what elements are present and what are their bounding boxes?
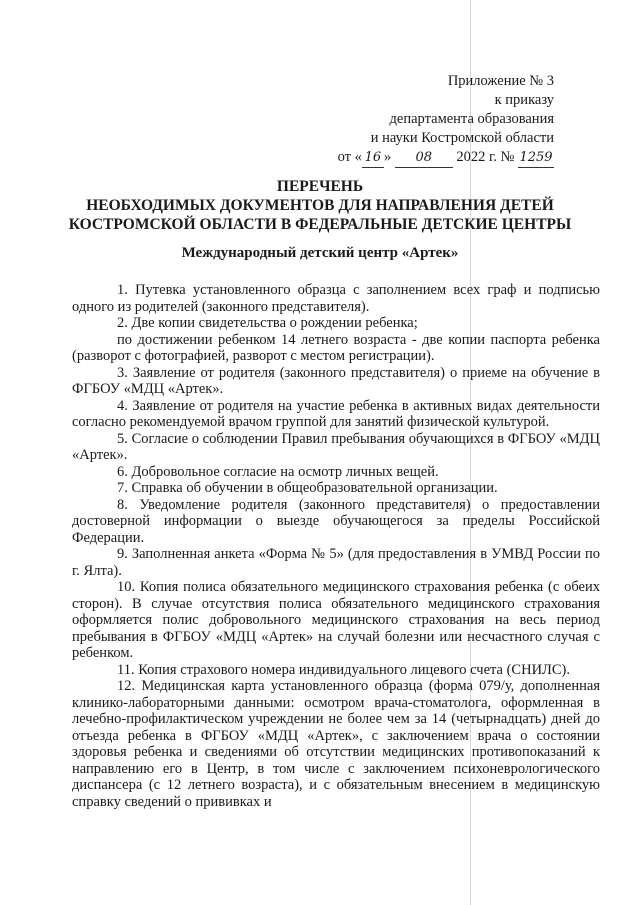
list-item: 5. Согласие о соблюдении Правил пребывания обучающихся в ФГБОУ «МДЦ «Артек». bbox=[72, 430, 600, 463]
approval-date-line bbox=[274, 148, 554, 168]
date-prefix: от « bbox=[337, 149, 362, 165]
approval-block bbox=[274, 72, 554, 168]
section-heading: Международный детский центр «Артек» bbox=[181, 245, 459, 261]
title-line-3: КОСТРОМСКОЙ ОБЛАСТИ В ФЕДЕРАЛЬНЫЕ ДЕТСКИЕ ЦЕНТРЫ bbox=[68, 216, 572, 233]
list-item: 3. Заявление от родителя (законного представителя) о приеме на обучение в ФГБОУ «МДЦ «Артек». bbox=[72, 364, 600, 397]
list-item: 1. Путевка установленного образца с заполнением всех граф и подписью одного из родителей (законного представителя). bbox=[72, 282, 600, 315]
date-day-handwritten: 16 bbox=[362, 148, 384, 168]
list-item: 12. Медицинская карта установленного образца (форма 079/у, дополненная клинико-лабораторными данными: осмотром врача-стоматолога, оформленная в лечебно-профилактическом учреждении не более чем за 14 (четырнадцать) дней до отъезда ребенка в ФГБОУ «МДЦ «Артек», с заключением врача о состоянии здоровья ребенка и сведениями об отсутствии медицинских противопоказаний к направлению его в Центр, в том числе с заключением психоневрологического диспансера (с 12 летнего возраста), и с обязательным внесением в медицинскую справку сведений о прививках и bbox=[72, 678, 600, 810]
list-item: 4. Заявление от родителя на участие ребенка в активных видах деятельности согласно рекомендуемой врачом группой для занятий физической культурой. bbox=[72, 397, 600, 430]
list-item: 9. Заполненная анкета «Форма № 5» (для предоставления в УМВД России по г. Ялта). bbox=[72, 546, 600, 579]
title-line-1: ПЕРЕЧЕНЬ bbox=[276, 178, 364, 195]
list-item: 2. Две копии свидетельства о рождении ребенка; bbox=[117, 315, 418, 331]
approval-line-1: Приложение № 3 bbox=[447, 73, 554, 89]
list-item: 6. Добровольное согласие на осмотр личных вещей. bbox=[117, 463, 439, 480]
document-list bbox=[72, 282, 600, 810]
date-mid: » bbox=[383, 149, 392, 165]
date-year: 2022 г. № bbox=[456, 149, 515, 165]
approval-line-2: к приказу bbox=[494, 92, 554, 108]
list-item: 11. Копия страхового номера индивидуального лицевого счета (СНИЛС). bbox=[117, 661, 571, 678]
order-number-handwritten: 1259 bbox=[518, 148, 554, 168]
approval-line-3: департамента образования bbox=[389, 111, 554, 127]
list-item: 10. Копия полиса обязательного медицинского страхования ребенка (с обеих сторон). В случае отсутствия полиса обязательного медицинского страхования оформляется полис добровольного медицинского страхования на весь период пребывания в ФГБОУ «МДЦ «Артек» на случай болезни или несчастного случая с ребенком. bbox=[72, 579, 600, 661]
approval-line-4: и науки Костромской области bbox=[370, 130, 554, 146]
list-item: 7. Справка об обучении в общеобразовательной организации. bbox=[117, 480, 498, 496]
date-month-handwritten: 08 bbox=[395, 148, 453, 168]
list-item: по достижении ребенком 14 летнего возраста - две копии паспорта ребенка (разворот с фотографией, разворот с местом регистрации). bbox=[72, 331, 600, 364]
document-title bbox=[0, 177, 640, 234]
title-line-2: НЕОБХОДИМЫХ ДОКУМЕНТОВ ДЛЯ НАПРАВЛЕНИЯ ДЕТЕЙ bbox=[86, 197, 554, 214]
list-item: 8. Уведомление родителя (законного представителя) о предоставлении достоверной информации о выезде обучающегося за пределы Российской Федерации. bbox=[72, 496, 600, 546]
